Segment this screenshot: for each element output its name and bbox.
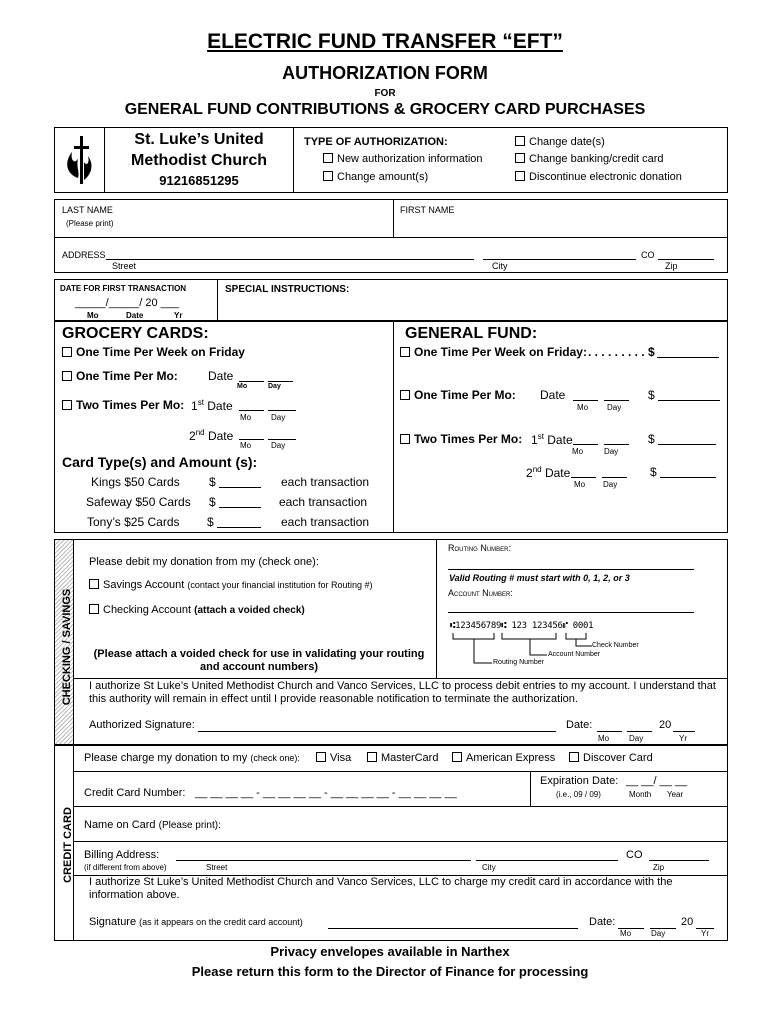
- debit-date-mo-input[interactable]: [597, 731, 622, 732]
- checkbox[interactable]: [515, 153, 525, 163]
- year-prefix: 20: [659, 719, 672, 731]
- day-label: Day: [607, 403, 622, 412]
- form-subtitle: AUTHORIZATION FORM: [282, 63, 488, 83]
- debit-authorization-text: I authorize St Luke’s United Methodist Church and Vanco Services, LLC to process debit entries to my account. I understand that this authority will remain in effect until I provide reasonable notification to terminate the authorization.: [89, 680, 716, 705]
- charge-note: (check one):: [250, 753, 300, 763]
- general-weekly-dots: . . . . . . . . . $: [588, 345, 655, 359]
- city-input[interactable]: [483, 259, 636, 260]
- checkbox[interactable]: [316, 752, 326, 762]
- option-label: American Express: [466, 752, 556, 764]
- general-first-amount-input[interactable]: [658, 444, 716, 445]
- account-number-label: Account Number:: [448, 588, 513, 598]
- valid-routing-note: Valid Routing # must start with 0, 1, 2, or 3: [449, 573, 630, 583]
- general-second-amount-input[interactable]: [660, 477, 716, 478]
- mo-label: Mo: [577, 403, 589, 412]
- expiration-example: (i.e., 09 / 09): [556, 790, 601, 799]
- authorized-signature-label: Authorized Signature:: [89, 719, 195, 731]
- form-purpose: GENERAL FUND CONTRIBUTIONS & GROCERY CARD PURCHASES: [124, 101, 646, 118]
- please-print-note: (Please print): [66, 219, 114, 228]
- checkbox[interactable]: [62, 400, 72, 410]
- yr-label: Yr: [701, 929, 709, 938]
- grocery-twice-option[interactable]: [62, 398, 184, 412]
- card-number-label: Credit Card Number:: [84, 787, 186, 799]
- charge-authorization-text: I authorize St Luke’s United Methodist Church and Vanco Services, LLC to charge my credit card in accordance with the information above.: [89, 876, 673, 901]
- ordinal-suffix: st: [197, 398, 204, 407]
- general-monthly-date-label: Date: [540, 388, 566, 402]
- mastercard-option[interactable]: [367, 752, 438, 764]
- mo-label: Mo: [598, 734, 610, 743]
- ordinal-number: 1: [191, 399, 198, 413]
- church-name-line1: St. Luke’s United: [134, 131, 264, 148]
- date-word: Date: [207, 429, 234, 443]
- option-label: Change banking/credit card: [529, 153, 664, 165]
- day-label: Day: [271, 441, 286, 450]
- divider: [393, 199, 394, 237]
- checkbox[interactable]: [400, 347, 410, 357]
- billing-address-label: Billing Address:: [84, 849, 160, 861]
- option-note: (attach a voided check): [194, 605, 305, 616]
- checkbox[interactable]: [400, 390, 410, 400]
- divider: [73, 539, 74, 745]
- micr-line: ⑆123456789⑆ 123 123456⑈ 0001: [450, 621, 594, 631]
- expiration-input[interactable]: __ __/ __ __: [626, 775, 688, 787]
- year-label: Year: [667, 790, 684, 799]
- general-first-mo-input[interactable]: [573, 444, 598, 445]
- checkbox[interactable]: [452, 752, 462, 762]
- card-types-heading: Card Type(s) and Amount (s):: [62, 454, 258, 470]
- routing-number-caption: Routing Number: [493, 659, 544, 666]
- savings-account-option[interactable]: [89, 579, 373, 591]
- checkbox[interactable]: [89, 579, 99, 589]
- option-label: One Time Per Mo:: [76, 369, 178, 383]
- option-note: (contact your financial institution for Routing #): [187, 580, 373, 590]
- grocery-second-date-label: [189, 428, 233, 443]
- divider: [73, 678, 728, 679]
- general-monthly-amount-input[interactable]: [658, 400, 720, 401]
- zip-label: Zip: [665, 261, 678, 271]
- debit-date-day-input[interactable]: [627, 731, 652, 732]
- general-fund-heading: GENERAL FUND:: [405, 325, 538, 342]
- date-label: Date: [126, 311, 144, 320]
- each-transaction-label: each transaction: [281, 475, 370, 489]
- grocery-weekly-option[interactable]: [62, 345, 245, 359]
- return-instructions: Please return this form to the Director of Finance for processing: [191, 964, 589, 979]
- billing-zip-input[interactable]: [649, 860, 709, 861]
- month-label: Month: [629, 790, 652, 799]
- day-label: Day: [268, 383, 281, 390]
- street-label: Street: [206, 863, 228, 872]
- checkbox[interactable]: [569, 752, 579, 762]
- option-label: Change amount(s): [337, 171, 429, 183]
- visa-option[interactable]: [316, 752, 351, 764]
- date-word: Date: [547, 433, 573, 447]
- card-safeway-label: Safeway $50 Cards: [86, 495, 191, 509]
- card-tonys-amount-input[interactable]: [217, 527, 261, 528]
- general-first-date-label: [531, 432, 573, 447]
- option-label: One Time Per Week on Friday: [76, 345, 245, 359]
- check-number-caption: Check Number: [592, 642, 639, 649]
- option-label: Checking Account: [103, 604, 192, 616]
- address-label: ADDRESS: [62, 250, 106, 260]
- mo-label: Mo: [574, 480, 586, 489]
- zip-input[interactable]: [658, 259, 714, 260]
- cross-flame-logo-icon: [62, 134, 96, 186]
- name-on-card-label: [84, 819, 221, 831]
- grocery-first-mo-input[interactable]: [239, 410, 264, 411]
- day-label: Day: [651, 929, 666, 938]
- billing-street-input[interactable]: [176, 860, 471, 861]
- option-label: Change date(s): [529, 136, 605, 148]
- signature-word: Signature: [89, 916, 137, 928]
- option-label: Discover Card: [583, 752, 653, 764]
- checkbox[interactable]: [323, 171, 333, 181]
- charge-instruction: [84, 752, 300, 764]
- first-name-label: FIRST NAME: [400, 205, 455, 215]
- option-label: Savings Account: [103, 579, 185, 591]
- date-word: Date: [207, 399, 233, 413]
- option-label: Visa: [330, 752, 352, 764]
- day-label: Day: [271, 413, 286, 422]
- mo-label: Mo: [240, 441, 252, 450]
- ordinal-number: 2: [526, 466, 533, 480]
- account-number-caption: Account Number: [548, 651, 601, 658]
- credit-card-side-label: CREDIT CARD: [62, 807, 74, 883]
- auth-change-dates-option[interactable]: [515, 136, 605, 148]
- general-twice-option[interactable]: [400, 432, 522, 446]
- expiration-label: Expiration Date:: [540, 775, 619, 787]
- first-transaction-date-input[interactable]: _____/_____/ 20 ___: [75, 297, 179, 309]
- date-label: Date:: [589, 916, 616, 928]
- card-number-input[interactable]: __ __ __ __ - __ __ __ __ - __ __ __ __ - __ __ __ __: [195, 787, 457, 799]
- for-label: FOR: [374, 88, 396, 99]
- ordinal-suffix: nd: [532, 465, 542, 474]
- grocery-monthly-day-input[interactable]: [268, 381, 293, 382]
- grocery-second-day-input[interactable]: [268, 439, 296, 440]
- name-address-box: [54, 199, 728, 273]
- ordinal-suffix: st: [537, 432, 544, 441]
- grocery-monthly-mo-input[interactable]: [239, 381, 264, 382]
- grocery-monthly-option[interactable]: [62, 369, 178, 383]
- general-first-day-input[interactable]: [604, 444, 629, 445]
- attach-check-line2: and account numbers): [200, 661, 318, 673]
- grocery-first-date-label: [191, 398, 233, 413]
- street-input[interactable]: [106, 259, 474, 260]
- checkbox[interactable]: [515, 171, 525, 181]
- co-label: CO: [626, 849, 643, 861]
- day-label: Day: [603, 480, 618, 489]
- auth-change-amount-option[interactable]: [323, 171, 428, 183]
- card-signature-input[interactable]: [328, 928, 578, 929]
- divider: [217, 279, 218, 321]
- general-monthly-mo-input[interactable]: [573, 400, 598, 401]
- checkbox[interactable]: [367, 752, 377, 762]
- divider: [293, 127, 294, 193]
- yr-label: Yr: [679, 734, 687, 743]
- account-number-input[interactable]: [448, 612, 694, 613]
- authorization-type-label: TYPE OF AUTHORIZATION:: [304, 136, 448, 148]
- divider: [73, 841, 728, 842]
- billing-city-input[interactable]: [476, 860, 618, 861]
- general-weekly-option[interactable]: [400, 345, 587, 359]
- mo-label: Mo: [240, 413, 252, 422]
- grocery-second-mo-input[interactable]: [239, 439, 264, 440]
- dollar-sign: $: [209, 475, 216, 489]
- checkbox[interactable]: [89, 604, 99, 614]
- ordinal-suffix: nd: [195, 428, 205, 437]
- ordinal-number: 1: [531, 433, 538, 447]
- each-transaction-label: each transaction: [279, 495, 368, 509]
- checkbox[interactable]: [62, 371, 72, 381]
- dollar-sign: $: [650, 465, 657, 479]
- card-safeway-amount-input[interactable]: [219, 507, 261, 508]
- first-transaction-label: DATE FOR FIRST TRANSACTION: [60, 284, 187, 293]
- church-name-line2: Methodist Church: [131, 152, 267, 169]
- option-label: MasterCard: [381, 752, 439, 764]
- zip-label: Zip: [653, 863, 665, 872]
- checking-savings-side-label: CHECKING / SAVINGS: [61, 588, 73, 706]
- name-note: (Please print):: [158, 820, 221, 831]
- checkbox[interactable]: [323, 153, 333, 163]
- divider: [54, 237, 728, 238]
- street-label: Street: [112, 261, 137, 271]
- option-label: Two Times Per Mo:: [76, 398, 185, 412]
- card-kings-amount-input[interactable]: [219, 487, 261, 488]
- signature-note: (as it appears on the credit card account): [139, 917, 303, 927]
- option-label: Two Times Per Mo:: [414, 432, 523, 446]
- general-monthly-day-input[interactable]: [604, 400, 629, 401]
- grocery-monthly-date-label: Date: [208, 369, 234, 383]
- divider: [73, 806, 728, 807]
- mo-label: Mo: [87, 311, 99, 320]
- routing-number-input[interactable]: [448, 569, 694, 570]
- special-instructions-label: SPECIAL INSTRUCTIONS:: [225, 284, 350, 295]
- option-label: Discontinue electronic donation: [529, 171, 682, 183]
- amex-option[interactable]: [452, 752, 555, 764]
- dollar-sign: $: [648, 432, 655, 446]
- date-label: Date:: [566, 719, 593, 731]
- privacy-note: Privacy envelopes available in Narthex: [270, 944, 510, 959]
- mo-label: Mo: [572, 447, 584, 456]
- general-second-day-input[interactable]: [602, 477, 627, 478]
- yr-label: Yr: [174, 311, 183, 320]
- grocery-first-day-input[interactable]: [268, 410, 296, 411]
- divider: [393, 321, 394, 533]
- dollar-sign: $: [207, 515, 214, 529]
- card-kings-label: Kings $50 Cards: [91, 475, 180, 489]
- date-word: Date: [544, 466, 571, 480]
- routing-number-label: Routing Number:: [448, 543, 511, 553]
- day-label: Day: [629, 734, 644, 743]
- form-title: ELECTRIC FUND TRANSFER “EFT”: [207, 30, 563, 53]
- general-weekly-amount-input[interactable]: [657, 357, 719, 358]
- name-label: Name on Card: [84, 819, 156, 831]
- general-second-mo-input[interactable]: [571, 477, 596, 478]
- signature-label: [89, 916, 303, 928]
- co-label: CO: [641, 250, 655, 260]
- each-transaction-label: each transaction: [281, 515, 370, 529]
- general-monthly-option[interactable]: [400, 388, 516, 402]
- day-label: Day: [604, 447, 619, 456]
- auth-new-info-option[interactable]: [323, 153, 483, 165]
- checkbox[interactable]: [515, 136, 525, 146]
- if-different-note: (if different from above): [84, 863, 167, 872]
- option-label: One Time Per Mo:: [414, 388, 516, 402]
- mo-label: Mo: [620, 929, 632, 938]
- city-label: City: [482, 863, 496, 872]
- auth-change-banking-option[interactable]: [515, 153, 664, 165]
- church-id: 91216851295: [159, 173, 239, 188]
- checkbox[interactable]: [400, 434, 410, 444]
- ordinal-number: 2: [189, 429, 196, 443]
- authorized-signature-input[interactable]: [198, 731, 556, 732]
- checking-account-option[interactable]: [89, 604, 305, 616]
- debit-instruction: Please debit my donation from my (check one):: [89, 556, 319, 568]
- discover-option[interactable]: [569, 752, 653, 764]
- grocery-heading: GROCERY CARDS:: [62, 325, 209, 342]
- card-tonys-label: Tony’s $25 Cards: [87, 515, 180, 529]
- attach-check-line1: (Please attach a voided check for use in validating your routing: [93, 648, 425, 660]
- charge-label: Please charge my donation to my: [84, 752, 248, 764]
- checkbox[interactable]: [62, 347, 72, 357]
- option-label: One Time Per Week on Friday:: [414, 345, 587, 359]
- last-name-label: LAST NAME: [62, 205, 113, 215]
- year-prefix: 20: [681, 916, 694, 928]
- option-label: New authorization information: [337, 153, 483, 165]
- dollar-sign: $: [648, 388, 655, 402]
- mo-label: Mo: [237, 383, 248, 390]
- city-label: City: [492, 261, 508, 271]
- general-second-date-label: [526, 465, 570, 480]
- dollar-sign: $: [209, 495, 216, 509]
- divider: [73, 771, 728, 772]
- auth-discontinue-option[interactable]: [515, 171, 682, 183]
- divider: [530, 771, 531, 806]
- debit-date-year-input[interactable]: [673, 731, 695, 732]
